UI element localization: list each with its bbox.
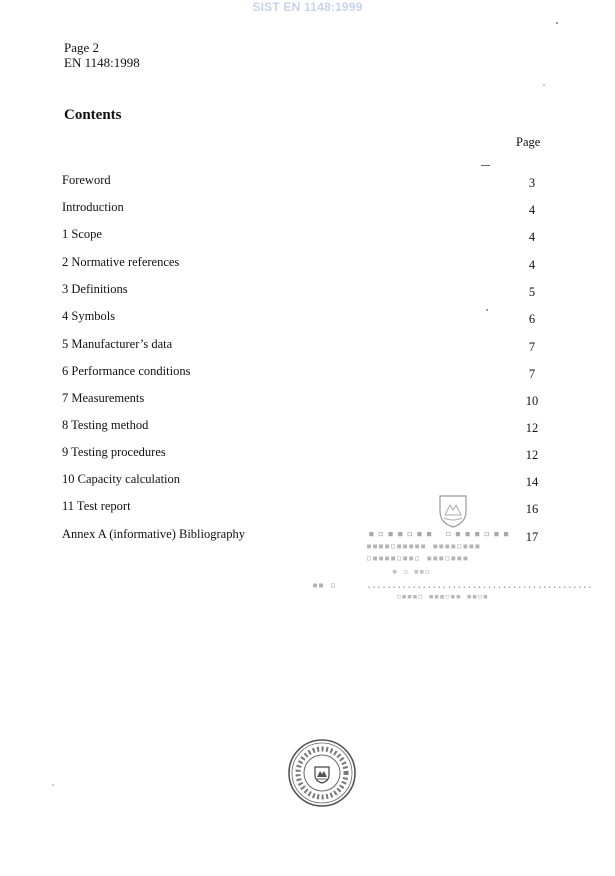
- contents-title: Contents: [64, 107, 122, 123]
- toc-entry: [0, 445, 615, 465]
- toc-entry-page: 7: [528, 340, 536, 354]
- toc-entry-page: 3: [528, 176, 536, 190]
- toc-entry: [0, 527, 615, 547]
- toc-entry-label: 4 Symbols: [62, 309, 116, 323]
- toc-entry: [0, 282, 615, 302]
- toc-entry-label: 9 Testing procedures: [62, 445, 166, 459]
- toc-entry-page: 10: [525, 394, 539, 408]
- toc-entry: [0, 472, 615, 492]
- toc-entry: [0, 227, 615, 247]
- toc-entry-page: 12: [525, 421, 539, 435]
- round-seal-icon: [287, 738, 357, 808]
- scan-speck: [52, 784, 54, 786]
- toc-entry-label: Annex A (informative) Bibliography: [62, 527, 245, 541]
- standard-id: EN 1148:1998: [64, 55, 140, 70]
- toc-entry-label: 8 Testing method: [62, 418, 149, 432]
- toc-entry-label: 5 Manufacturer’s data: [62, 337, 173, 351]
- toc-entry-label: Introduction: [62, 200, 124, 214]
- divider: [481, 165, 490, 166]
- toc-entry: [0, 391, 615, 411]
- toc-entry: [0, 499, 615, 519]
- toc-entry: [0, 364, 615, 384]
- toc-entry-label: Foreword: [62, 173, 111, 187]
- coat-of-arms-stamp-icon: [436, 493, 470, 529]
- scan-speck: [543, 84, 545, 86]
- stamp-smudge: ▫▪▪▪▪▫▪▪▫ ▪▪▪▫▪▪▪: [366, 553, 469, 564]
- toc-entry-page: 7: [528, 367, 536, 381]
- stamp-dotted-line: .............................................: [366, 580, 592, 591]
- toc-entry: [0, 200, 615, 220]
- stamp-smudge: ▪▫▪▪▫▪▪ ▫▪▪▪▫▪▪: [368, 527, 513, 540]
- toc-entry-page: 17: [525, 530, 539, 544]
- toc-entry-label: 11 Test report: [62, 499, 131, 513]
- toc-entry: [0, 309, 615, 329]
- toc-entry-label: 6 Performance conditions: [62, 364, 191, 378]
- scan-speck: [486, 309, 488, 311]
- stamp-smudge: ▪▪ ▫: [312, 580, 337, 591]
- toc-entry: [0, 337, 615, 357]
- stamp-smudge: ▪ ▫ ▪▪▫: [392, 567, 430, 577]
- toc-entry-label: 7 Measurements: [62, 391, 145, 405]
- page-number: Page 2: [64, 40, 100, 55]
- toc-entry-label: 1 Scope: [62, 227, 102, 241]
- watermark: SIST EN 1148:1999: [252, 0, 363, 14]
- toc-entry-page: 4: [528, 258, 536, 272]
- page-column-heading: Page: [516, 135, 541, 149]
- toc-entry-label: 10 Capacity calculation: [62, 472, 181, 486]
- toc-entry: [0, 418, 615, 438]
- toc-entry: [0, 173, 615, 193]
- toc-entry-page: 4: [528, 203, 536, 217]
- toc-entry-page: 12: [525, 448, 539, 462]
- toc-entry-page: 16: [525, 502, 539, 516]
- toc-entry-label: 2 Normative references: [62, 255, 180, 269]
- stamp-smudge: ▫▪▪▪▫ ▪▪▪▫▪▪ ▪▪▫▪: [396, 592, 489, 602]
- toc-entry: [0, 255, 615, 275]
- toc-entry-label: 3 Definitions: [62, 282, 128, 296]
- stamp-smudge: ▪▪▪▪▫▪▪▪▪▪ ▪▪▪▪▫▪▪▪: [366, 541, 481, 552]
- toc-entry-page: 14: [525, 475, 539, 489]
- toc-entry-page: 5: [528, 285, 536, 299]
- page-header: [64, 40, 140, 70]
- toc-entry-page: 6: [528, 312, 536, 326]
- toc-entry-page: 4: [528, 230, 536, 244]
- scan-speck: [556, 22, 558, 24]
